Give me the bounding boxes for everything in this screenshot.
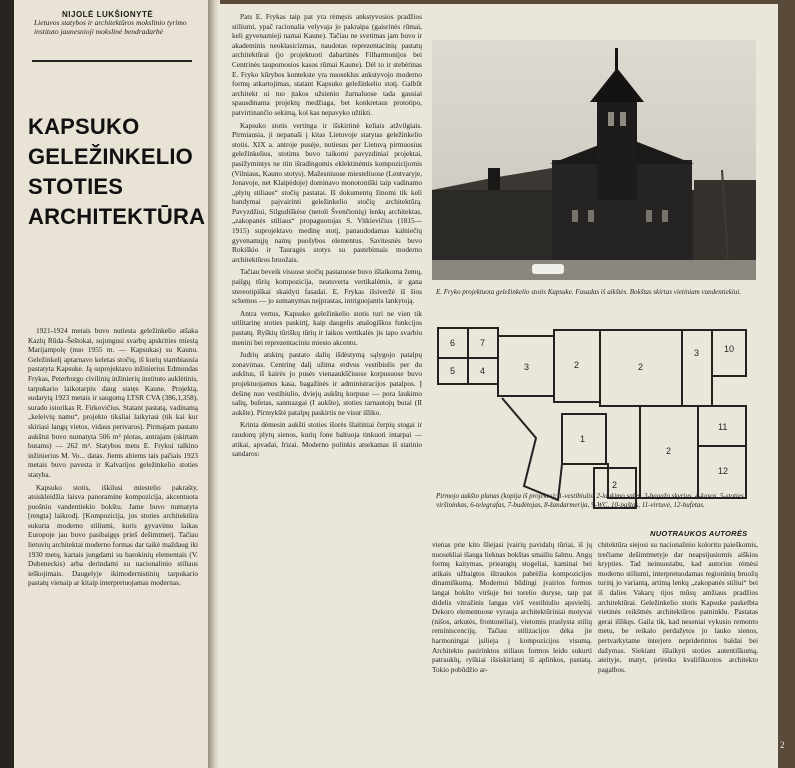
paragraph: Pats E. Frykas taip pat yra rėmęsis ankstyvosios pradžios stiliumi, ypač racionalia velyvaja jo pakraipa (gaisrinės rūmai, keli gyvenamieji namai Kaune). Tačiau ne svetimas jam buvo ir akademinis neoklasicizmas, naudotas reprezentacinių pastatų architektūrai (jo projektuoti dabartinės Filharmonijos bei Centrinės taupomosios kasos rūmai Kaune). Dėl to ir stebėtinas E. Fryko kūrybos kontekste yra nuoseklus ankstyvojo moderno formų atkartojimas, statant Kapsuko geležinkelio stotį. Galbūt architekt ui tuo įtakos užsienio žurnaluose tada gausiai spausdinama projektų medžiaga, bet konkretaus prototipo, patvirtinančio sekimą, kol kas nepavyko užtikti.: [232, 12, 422, 117]
photo-caption: E. Fryko projektuota geležinkelio stotis Kapsuke. Fasadas iš aikštės. Bokštas skirtas vietiniam vandentiekiui.: [436, 288, 741, 296]
svg-text:12: 12: [718, 466, 729, 476]
book-edge: [0, 0, 14, 768]
author-name: NIJOLĖ LUKŠIONYTĖ: [62, 10, 154, 19]
svg-text:3: 3: [524, 362, 530, 372]
paragraph: Krinta dėmesin aukšti stoties išorės šlaitiniai čerpių stogai ir raudonų plytų sienos, kurių fone baltuoja tinkuoti intarpai — atikai, apvadai, frizai. Moderno polinkis atsekamas iš statinio sandaros:: [232, 420, 422, 459]
svg-text:1: 1: [580, 434, 586, 444]
right-column-1: [232, 12, 422, 764]
paragraph: Judrių atskirų pastato dalių išdėstymą sąlygojo patalpų zonavimas. Centrinę dalį užima erdvus vestibiulis per du aukštus, iš kairės jo pusės vienaaukščiuose korpusuose buvo projektuojamos kasa, bagažinės ir administracijos patalpos. Į dešinę nuo vestibiulio, dviejų aukštų korpuse — pora laukimo salių, bufetas, sanmazgai (I aukšte), stoties tarnautojų butai (II aukšte). Pirmykštė patalpų paskirtis ne visur išliko.: [232, 350, 422, 417]
author-affiliation: Lietuvos statybos ir architektūros mokslinio tyrimo instituto jaunesnioji mokslinė bendradarbė: [34, 18, 187, 36]
svg-text:2: 2: [612, 480, 618, 490]
title-line-2: GELEŽINKELIO: [28, 144, 193, 169]
svg-text:2: 2: [574, 360, 580, 370]
paragraph: Kapsuko stotis vertinga ir išskirtinė keliais atžvilgiais. Pirmiausia, ji nepanaši į kitas Lietuvoje statytas geležinkelio stotis. XIX a. antroje pusėje, nutiesus per Lietuvą pirmuosius geležinkelius, stotims buvo taikomi pavyzdiniai projektai, pasižymintys ne itin išradingomis eklektinėmis kompozicijomis (Vilniaus, Kauno stotys). Mažesniuose miesteliuose (Lentvaryje, Jonavoje, net Klaipėdoje) dominavo monotoniški taip vadinamo „plytų stiliaus“ stočių pastatai. Iš dokumentų žinomi tik keli bandymai pajvairinti geležinkelio stočių architektūrą. Pavyzdžiui, Silgudiškėse (netoli Švenčionių) lenkų architektas, „zakopanės stiliaus“ propaguotojas S. Vitkievičius (1815—1915) suprojektavo medinę stotį, panaudodamas kalniečių gyvenamųjų namų puošybos elementus. Savitesnės buvo Rokiškio ir Tauragės stotys su pastebimais moderno architektūros bruožais.: [232, 120, 422, 264]
paragraph: chitektūra siejosi su nacionalinio koloritu paieškomis, trečiame dešimtmetyje dar neapsijusiomis aiškios krypties. Tad neinuostabu, kad autorius rėmėsi moderno stiliumi, interpretuodamas regioninių bruožų turinį jo variantą, artimą lenkų „zakopanės stiliui“ bei iš dalies Vakarų tijos mūsų amžiaus pradžios architektūrai. Geležinkelio stotis Kapsuke paskelbta vietinės reikšmės architektūros paminklu. Pastatas gerai išlikęs. Gaila tik, kad neseniai vykusio remonto metu, be reikalo perdažytos jo lauko sienos, pertvarkytame interjere nepriderintos baldai bei dažymas. Siekiant išlaikyti stoties autentiškumą, ateityje, matyt, prireiks kvalifikuotos architekto pagalbos.: [598, 540, 758, 674]
title-rule: [32, 60, 192, 62]
svg-text:11: 11: [718, 422, 728, 432]
article-title: [28, 112, 206, 232]
svg-text:2: 2: [638, 362, 644, 372]
title-line-4: ARCHITEKTŪRA: [28, 204, 206, 229]
right-column-3: [598, 540, 758, 764]
svg-text:7: 7: [480, 338, 486, 348]
station-photo-drawing: [432, 40, 756, 280]
author-block: [26, 10, 196, 36]
svg-text:4: 4: [480, 366, 486, 376]
right-column-2: [432, 540, 592, 764]
photo-credit: NUOTRAUKOS AUTORĖS: [650, 529, 748, 538]
svg-text:6: 6: [450, 338, 456, 348]
paragraph: vienas prie kito šliejasi įvairių pavidalų tūriai, iš jų nuosekliai išauga lieknas bokštas smailiu šalmu. Angų formų kaitymas, prieangių stogeliai, kaminai bei atikais užbaigtos ištraukos pabrėžia kompozicijos dinamiškumą. Modernui būdingi įvairios formos langai bokšto viršuje bei torelio duryse, taip pat didelis vitražinis langas virš vestibiulio apsvieštį. Dekoro elementuose vyrauja architektūriniai motyvai (nišos, arkutės, frontonėliai), vietomis praslysta stilių reminiscencijų. Tačiau stilizacijos dėka jie harmoningai įsilieja į kompozicijos visumą. Architekto pasirinktos stiliaus formos leido sukurti patrauklų, ryškiai išsiskiriantį iš aplinkos, pastatą. Tokio pobūdžio ar-: [432, 540, 592, 674]
left-column-text: [28, 326, 198, 762]
paragraph: Tačiau beveik visuose stočių pastatuose buvo išlaikoma žemų, pailgų tūrių kompozicija, neatsverta vertikalėmis, ir gana stereotipiškai skaidyti fasadai. E. Frykas išsiveržė iš šios schemos — jo sumanymas neįprastas, intriguojantis lankytoją.: [232, 267, 422, 306]
svg-text:2: 2: [666, 446, 672, 456]
svg-text:10: 10: [724, 344, 735, 354]
svg-text:5: 5: [450, 366, 456, 376]
station-photo: [432, 40, 756, 280]
svg-text:3: 3: [694, 348, 700, 358]
paragraph: 1921-1924 metais buvo nutiesta geležinkelio atšaka Kazlų Rūda–Šeštokai, sujungusi svarbų apskrities miestą Marijampolę (nuo 1955 m. — Kapsukas) su Kaunu. Geležinkelį aptarnavo keletas stočių, iš kurių stambiausia pastatyta Kapsuke. Ją suprojektavo inžinierius Edmundas Frykas, Peterburgo civilinių inžinierių instituto auklėtinis, tarpukario laikotarpiu daug statęs Kaune. Projektą, sudarytą 1923 metais ir saugomą LTSR CVA (386,1,358), surado istorikas R. Firkovičius. Statant pastatą, vadinamą „keleivių namu“, projekto tiksliai laikytasi (tik kai kur skiriasi langų vietos, vidaus pertvaros). Pirmajam pastato aukštui buvo numatyta 506 m² plotas, antrajam (skirtam butams) — 262 m². Statybos metu E. Frykui talkino inžinierius M. Vo... datas. Jiems abiems tais pačiais 1923 metais buvo pavesta ir Kalvarijos geležinkelio stoties statyba.: [28, 326, 198, 479]
paragraph: Antra vertus, Kapsuko geležinkelio stotis turi ne vien tik utilitarinę stoties paskirtį, kaip daugelis analogiškos funkcijos pastatų. Ryškių tūriškų tūrių ir laikos vertikalės jis tapo svarbiu menini bei reprezentaciniu miesto akcentu.: [232, 308, 422, 347]
paragraph: Kapsuko stotis, iškilusi miestelio pakrašty, atsiskleidžia laisva panoramine kompozicija, akcentuota puošniu vandentiekio bokštu. Jame buvo numatyta [rengta] laikrodį. [Kompozicija, jos stoties architektūra sukurta moderno stiliumi, kuris gyvavimo laikas Europoje jau buvo pasibaigęs prieš dešimtmetį. Tačiau lietuvių architektai moderno formas dar taikė maždaug iki 1930 metų, kartais jungdami su barokinių elementais (V. Dubeneckis) arba derindami su nacionalinio stiliaus ieškojimais. Daugelyje ikimodernistinių tarpukario pastatų vienaip ar kitaip interpretuojamas modernas.: [28, 482, 198, 588]
plan-caption: Pirmojo aukšto planas (kopija iš projekto): 1-vestibiulis, 2-laukimo salės, 3-bagažo skyrius, 4-kasos, 5-stoties viršininkas, 6-telegrafas, 7-budėtojas, 8-žandarmerija, 9-WC, 10-paštas, 11-virtuvė, 12-bufetas.: [436, 492, 744, 509]
page-number: 2: [780, 740, 785, 750]
title-line-1: KAPSUKO: [28, 114, 140, 139]
title-line-3: STOTIES: [28, 174, 124, 199]
